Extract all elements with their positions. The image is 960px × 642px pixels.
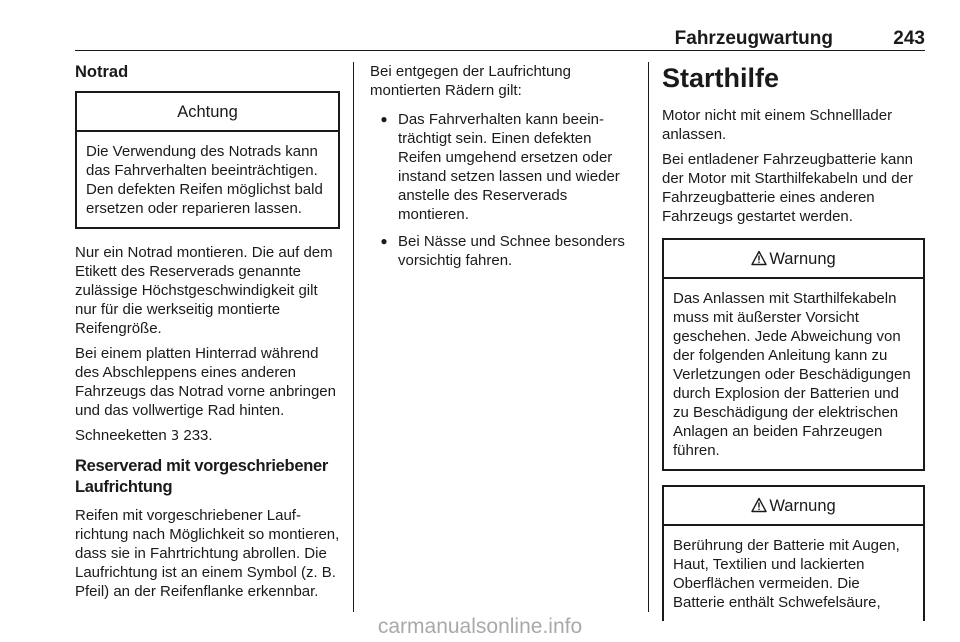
- page-number: 243: [893, 28, 925, 49]
- snow-chains-page-link[interactable]: 233.: [183, 427, 213, 444]
- warning-title-1: [664, 240, 923, 279]
- column-2: [370, 62, 635, 278]
- warning-title-2: [664, 487, 923, 526]
- heading-notrad: Notrad: [75, 63, 129, 81]
- paragraph-directional: Reifen mit vorgeschriebener Laufrichtung nach Möglichkeit so montieren, dass sie in Fahrtrichtung abrollen. Die Laufrichtung ist an einem Symbol (z. B. Pfeil) an der Reifenflanke erkennbar.: [75, 507, 340, 600]
- column-divider-2: [648, 62, 649, 612]
- warning-box-2: [662, 485, 925, 621]
- section-title: Fahrzeugwartung: [674, 28, 833, 49]
- warning-box-1: [662, 238, 925, 471]
- snow-chains-label: Schneeketten: [75, 427, 167, 444]
- paragraph-notrad-2: Bei einem platten Hinterrad während des Abschleppens eines anderen Fahrzeugs das Notrad vorne anbringen und das vollwertige Rad hinten.: [75, 345, 336, 419]
- caution-text: Die Verwendung des Notrads kann das Fahrverhalten beeinträchtigen. Den defekten Reifen möglichst bald ersetzen oder reparieren lassen.: [86, 143, 323, 217]
- heading-starthilfe: Starthilfe: [662, 63, 780, 93]
- reference-arrow-icon: 3: [170, 429, 180, 444]
- warning-title-text-1: Warnung: [769, 250, 836, 268]
- heading-directional-spare: Reserverad mit vorgeschriebener Laufrichtung: [75, 457, 328, 496]
- bullet-icon: ●: [380, 112, 388, 126]
- bullet-text: Das Fahrverhalten kann beeinträchtigt sein. Einen defekten Reifen umgehend ersetzen oder instand setzen lassen und wieder anstelle des Reserverads montieren.: [398, 111, 620, 223]
- column-3: [662, 62, 925, 621]
- list-item: [370, 110, 635, 224]
- caution-title: Achtung: [77, 93, 338, 132]
- header-divider: [75, 50, 925, 51]
- page-header: [75, 28, 925, 52]
- bullet-text: Bei Nässe und Schnee besonders vorsichtig fahren.: [398, 233, 625, 269]
- snow-chains-reference: [75, 426, 340, 446]
- caution-box: [75, 91, 340, 229]
- paragraph-starthilfe-2: Bei entladener Fahrzeugbatterie kann der Motor mit Starthilfekabeln und der Fahrzeugbatterie eines anderen Fahrzeugs gestartet werden.: [662, 151, 914, 225]
- column-divider-1: [353, 62, 354, 612]
- warning-title-text-2: Warnung: [769, 497, 836, 515]
- list-item: [370, 232, 635, 270]
- column-1: [75, 62, 340, 607]
- warning-text-2: Berührung der Batterie mit Augen, Haut, Textilien und lackierten Oberflächen vermeiden. Die Batterie enthält Schwefelsäure,: [673, 537, 900, 611]
- warning-triangle-icon: [751, 497, 767, 513]
- paragraph-notrad-1: Nur ein Notrad montieren. Die auf dem Etikett des Reserverads genannte zulässige Höchstgeschwindigkeit gilt nur für die werkseitig montierte Reifengröße.: [75, 244, 333, 337]
- paragraph-starthilfe-1: Motor nicht mit einem Schnelllader anlassen.: [662, 107, 893, 143]
- warning-triangle-icon: [751, 250, 767, 266]
- bullet-icon: ●: [380, 234, 388, 248]
- warning-text-1: Das Anlassen mit Starthilfekabeln muss mit äußerster Vorsicht geschehen. Jede Abweichung von der folgenden Anleitung kann zu Verletzungen oder Beschädigungen durch Explosion der Batterien und zu Beschädigung der elektrischen Anlagen an beiden Fahrzeugen führen.: [673, 290, 911, 459]
- paragraph-reverse-mounted: Bei entgegen der Laufrichtung montierten Rädern gilt:: [370, 63, 571, 99]
- bullet-list: [370, 110, 635, 270]
- watermark: carmanualsonline.info: [377, 615, 583, 638]
